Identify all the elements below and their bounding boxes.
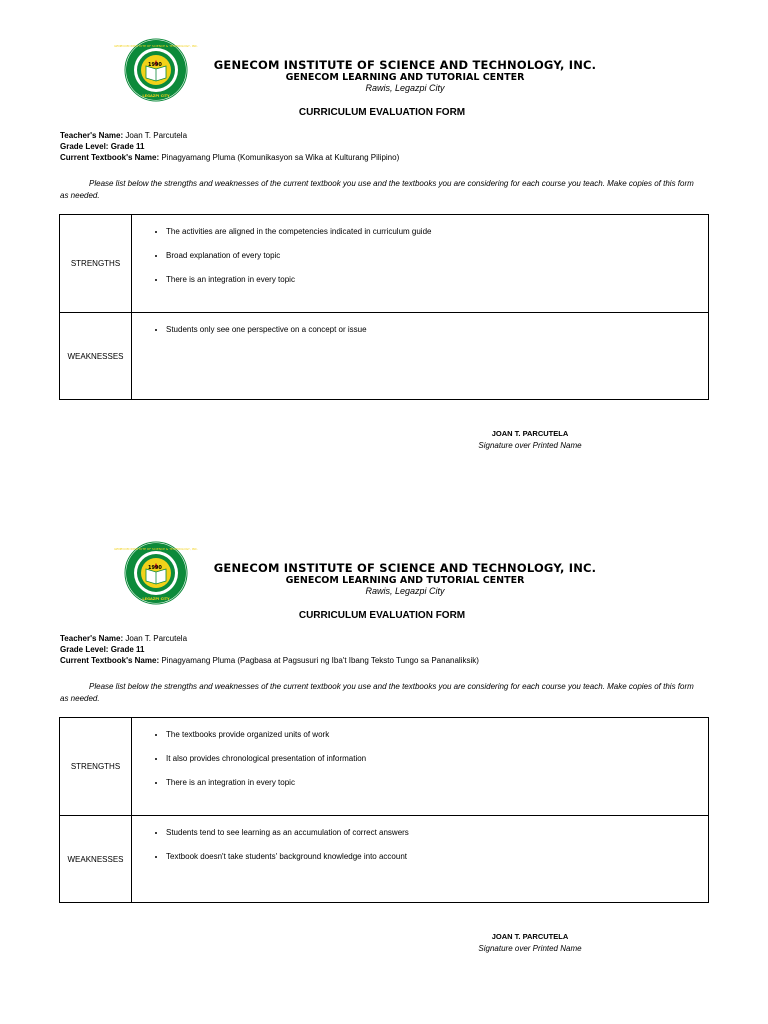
evaluation-form-2 — [0, 503, 768, 1003]
svg-text:GENECOM INSTITUTE OF SCIENCE &: GENECOM INSTITUTE OF SCIENCE & TECHNOLOGY, INC. — [114, 44, 198, 48]
strengths-row — [60, 215, 709, 313]
list-item: • There is an integration in every topic — [166, 777, 707, 789]
textbook-label: Current Textbook's Name: — [60, 153, 160, 162]
list-item: • The activities are aligned in the competencies indicated in curriculum guide — [166, 226, 707, 238]
svg-text:GENECOM INSTITUTE OF SCIENCE &: GENECOM INSTITUTE OF SCIENCE & TECHNOLOGY, INC. — [114, 547, 198, 551]
textbook-value: Pinagyamang Pluma (Pagbasa at Pagsusuri ng Iba't Ibang Teksto Tungo sa Pananaliksik) — [161, 656, 479, 665]
center-name: GENECOM LEARNING AND TUTORIAL CENTER — [285, 72, 525, 83]
strengths-cell — [132, 718, 709, 816]
weaknesses-row — [60, 816, 709, 903]
grade-level-value: Grade 11 — [110, 645, 145, 654]
address: Rawis, Legazpi City — [365, 83, 445, 93]
list-item: • Students only see one perspective on a concept or issue — [166, 324, 707, 336]
signature-caption: Signature over Printed Name — [478, 441, 582, 450]
grade-level-line — [60, 142, 145, 152]
evaluation-table — [59, 717, 709, 903]
teacher-name-value: Joan T. Parcutela — [125, 634, 188, 643]
teacher-name-label: Teacher's Name: — [60, 131, 124, 140]
address: Rawis, Legazpi City — [365, 586, 445, 596]
school-seal-logo — [114, 38, 198, 102]
weaknesses-cell — [132, 313, 709, 400]
instructions: Please list below the strengths and weaknesses of the current textbook you use and the textbooks you are considering for each course you teach. Make copies of this form as needed. — [60, 179, 694, 200]
instructions: Please list below the strengths and weaknesses of the current textbook you use and the textbooks you are considering for each course you teach. Make copies of this form as needed. — [60, 682, 694, 703]
center-name: GENECOM LEARNING AND TUTORIAL CENTER — [285, 575, 525, 586]
strengths-row — [60, 718, 709, 816]
strengths-list — [133, 226, 707, 286]
form-title: CURRICULUM EVALUATION FORM — [298, 107, 466, 118]
institute-name: GENECOM INSTITUTE OF SCIENCE AND TECHNOLOGY, INC. — [213, 58, 597, 72]
weaknesses-list — [133, 827, 707, 863]
weaknesses-label: WEAKNESSES — [60, 816, 132, 903]
svg-text:LEGAZPI CITY: LEGAZPI CITY — [142, 597, 170, 601]
teacher-name-line — [60, 634, 187, 644]
strengths-label: STRENGTHS — [60, 215, 132, 313]
signature-name: JOAN T. PARCUTELA — [491, 932, 569, 941]
weaknesses-list — [133, 324, 707, 336]
evaluation-form-1 — [0, 0, 768, 500]
svg-text:1990: 1990 — [148, 62, 162, 68]
grade-level-value: Grade 11 — [110, 142, 145, 151]
textbook-line — [60, 656, 479, 666]
list-item: • There is an integration in every topic — [166, 274, 707, 286]
form-title: CURRICULUM EVALUATION FORM — [298, 610, 466, 621]
textbook-value: Pinagyamang Pluma (Komunikasyon sa Wika at Kulturang Pilipino) — [161, 153, 400, 162]
signature-caption: Signature over Printed Name — [478, 944, 582, 953]
list-item: • Textbook doesn't take students' background knowledge into account — [166, 851, 707, 863]
weaknesses-cell — [132, 816, 709, 903]
list-item: • The textbooks provide organized units of work — [166, 729, 707, 741]
teacher-name-line — [60, 131, 187, 141]
svg-text:LEGAZPI CITY: LEGAZPI CITY — [142, 94, 170, 98]
school-seal-logo — [114, 541, 198, 605]
list-item: • It also provides chronological presentation of information — [166, 753, 707, 765]
teacher-name-label: Teacher's Name: — [60, 634, 124, 643]
strengths-list — [133, 729, 707, 789]
grade-level-label: Grade Level: — [60, 645, 109, 654]
textbook-line — [60, 153, 399, 163]
textbook-label: Current Textbook's Name: — [60, 656, 160, 665]
weaknesses-label: WEAKNESSES — [60, 313, 132, 400]
list-item: • Students tend to see learning as an accumulation of correct answers — [166, 827, 707, 839]
strengths-cell — [132, 215, 709, 313]
strengths-label: STRENGTHS — [60, 718, 132, 816]
evaluation-table — [59, 214, 709, 400]
weaknesses-row — [60, 313, 709, 400]
list-item: • Broad explanation of every topic — [166, 250, 707, 262]
institute-name: GENECOM INSTITUTE OF SCIENCE AND TECHNOLOGY, INC. — [213, 561, 597, 575]
grade-level-label: Grade Level: — [60, 142, 109, 151]
grade-level-line — [60, 645, 145, 655]
signature-name: JOAN T. PARCUTELA — [491, 429, 569, 438]
teacher-name-value: Joan T. Parcutela — [125, 131, 188, 140]
svg-text:1990: 1990 — [148, 565, 162, 571]
